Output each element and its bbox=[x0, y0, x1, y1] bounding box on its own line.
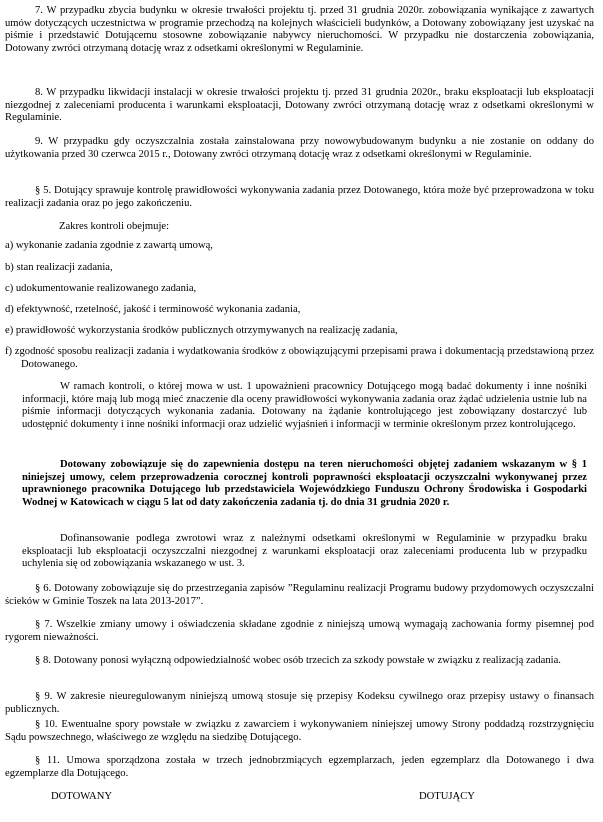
section-6: § 6. Dotowany zobowiązuje się do przestrzegania zapisów ”Regulaminu realizacji Programu budowy przydomowych oczyszczalni ścieków w Gminie Toszek na lata 2013-2017”. bbox=[5, 583, 594, 607]
signature-dotujacy: DOTUJĄCY bbox=[419, 791, 475, 802]
scope-intro: Zakres kontroli obejmuje: bbox=[59, 221, 170, 232]
paragraph-7: 7. W przypadku zbycia budynku w okresie trwałości projektu tj. przed 31 grudnia 2020r. zobowiązania wynikające z zawartych umów dotyczących uczestnictwa w programie przechodzą na kolejnych właścicieli budynków, a Dotowany zobowiązany jest uzyskać na piśmie i przedstawić Dotującemu stosowne zobowiązanie nabywcy nieruchomości. W przypadku nie dostarczenia zobowiązania, Dotowany zwróci otrzymaną dotację wraz z odsetkami określonymi w Regulaminie. bbox=[5, 5, 594, 54]
section-5: § 5. Dotujący sprawuje kontrolę prawidłowości wykonywania zadania przez Dotowanego, która może być przeprowadzona w toku realizacji zadania oraz po jego zakończeniu. bbox=[5, 185, 594, 209]
scope-item-c: c) udokumentowanie realizowanego zadania, bbox=[5, 283, 197, 294]
control-paragraph: W ramach kontroli, o której mowa w ust. 1 upoważnieni pracownicy Dotującego mogą badać dokumenty i inne nośniki informacji, które mają lub mogą mieć znaczenie dla oceny prawidłowości wykonywania zadania oraz żądać udzielenia ustnie lub na piśmie informacji dotyczących wykonania zadania. Dotowany na żądanie kontrolującego jest zobowiązany dostarczyć lub udostępnić dokumenty i inne nośniki informacji oraz udzielić wyjaśnień i informacji w terminie określonym przez kontrolującego. bbox=[22, 381, 587, 430]
section-7: § 7. Wszelkie zmiany umowy i oświadczenia składane zgodnie z niniejszą umową wymagają zachowania formy pisemnej pod rygorem nieważności. bbox=[5, 619, 594, 643]
paragraph-8: 8. W przypadku likwidacji instalacji w okresie trwałości projektu tj. przed 31 grudnia 2020r., braku eksploatacji lub eksploatacji niezgodnej z zaleceniami producenta i warunkami eksploatacji, Dotowany zwróci otrzymaną dotację wraz z odsetkami określonymi w Regulaminie. bbox=[5, 87, 594, 124]
signature-dotowany: DOTOWANY bbox=[51, 791, 113, 802]
scope-item-f: f) zgodność sposobu realizacji zadania i wydatkowania środków z obowiązującymi przepisami prawa i dokumentacją przedstawioną przez Dotowanego. bbox=[5, 346, 594, 370]
scope-item-b: b) stan realizacji zadania, bbox=[5, 262, 113, 273]
scope-item-e: e) prawidłowość wykorzystania środków publicznych otrzymywanych na realizację zadania, bbox=[5, 325, 398, 336]
paragraph-9: 9. W przypadku gdy oczyszczalnia została zainstalowana przy nowowybudowanym budynku a nie zostanie on oddany do użytkowania przed 30 czerwca 2015 r., Dotowany zwróci otrzymaną dotację wraz z odsetkami określonymi w Regulaminie. bbox=[5, 136, 594, 160]
refund-paragraph: Dofinansowanie podlega zwrotowi wraz z należnymi odsetkami określonymi w Regulaminie w przypadku braku eksploatacji lub eksploatacji oczyszczalni niezgodnej z warunkami eksploatacji oraz zaleceniami producenta lub w przypadku uchylenia się od zobowiązania wskazanego w ust. 3. bbox=[22, 533, 587, 570]
scope-item-a: a) wykonanie zadania zgodnie z zawartą umową, bbox=[5, 240, 213, 251]
access-paragraph: Dotowany zobowiązuje się do zapewnienia dostępu na teren nieruchomości objętej zadaniem wskazanym w § 1 niniejszej umowy, celem przeprowadzenia corocznej kontroli poprawności eksploatacji oczyszczalni wykonywanej przez uprawnionego pracownika Dotującego lub przedstawiciela Wojewódzkiego Funduszu Ochrony Środowiska i Gospodarki Wodnej w Katowicach w ciągu 5 lat od daty zakończenia zadania tj. do dnia 31 grudnia 2020 r. bbox=[22, 459, 587, 508]
section-10: § 10. Ewentualne spory powstałe w związku z zawarciem i wykonywaniem niniejszej umowy Strony poddadzą rozstrzygnięciu Sądu powszechnego, właściwego ze względu na siedzibę Dotującego. bbox=[5, 719, 594, 743]
section-9: § 9. W zakresie nieuregulowanym niniejszą umową stosuje się przepisy Kodeksu cywilnego oraz przepisy ustawy o finansach publicznych. bbox=[5, 691, 594, 715]
scope-item-d: d) efektywność, rzetelność, jakość i terminowość wykonania zadania, bbox=[5, 304, 301, 315]
section-11: § 11. Umowa sporządzona została w trzech jednobrzmiących egzemplarzach, jeden egzemplarz dla Dotowanego i dwa egzemplarze dla Dotującego. bbox=[5, 755, 594, 779]
section-8: § 8. Dotowany ponosi wyłączną odpowiedzialność wobec osób trzecich za szkody powstałe w związku z realizacją zadania. bbox=[35, 655, 561, 666]
